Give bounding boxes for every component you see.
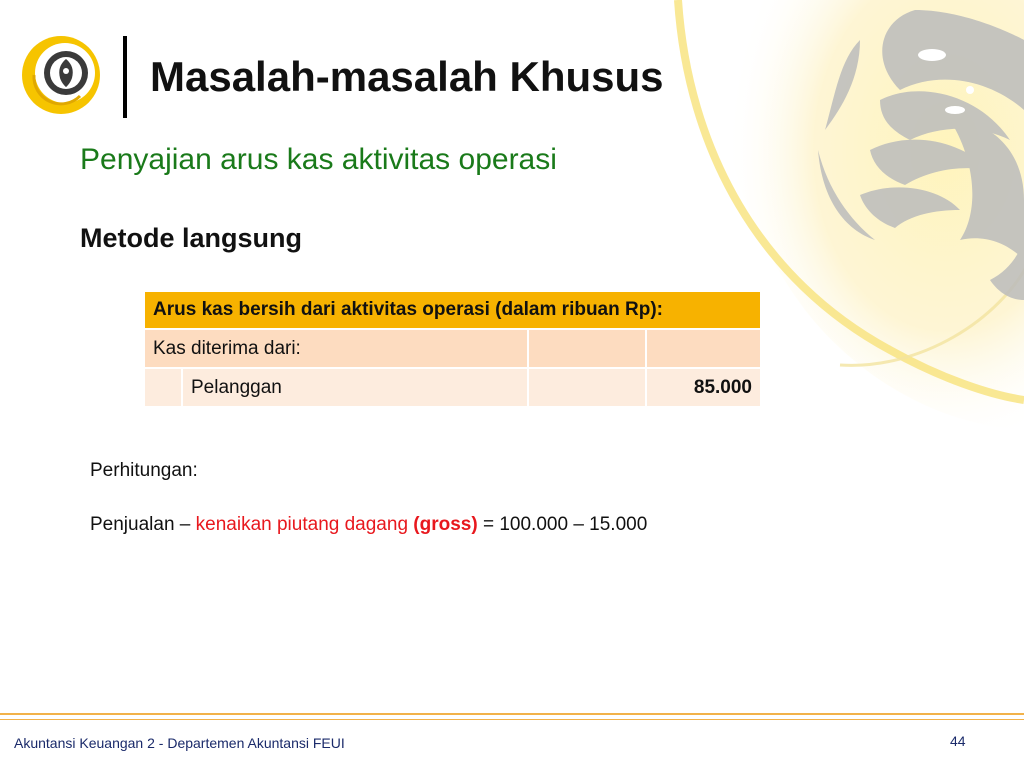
- table-header-cell: Arus kas bersih dari aktivitas operasi (dalam ribuan Rp):: [144, 291, 761, 329]
- formula-part-gross: (gross): [413, 514, 478, 535]
- table-header-row: [144, 291, 761, 329]
- method-heading: Metode langsung: [80, 223, 302, 253]
- table-cell-indent: [144, 368, 182, 407]
- footer-divider: [0, 719, 1024, 720]
- formula-part-result: = 100.000 – 15.000: [477, 514, 648, 535]
- page-number: 44: [950, 733, 966, 749]
- footer-divider: [0, 713, 1024, 715]
- slide-subtitle: Penyajian arus kas aktivitas operasi: [80, 143, 557, 176]
- cash-flow-table: [143, 290, 762, 408]
- calculation-label: Perhitungan:: [90, 460, 198, 481]
- table-cell-label: Kas diterima dari:: [144, 329, 528, 368]
- title-divider: [123, 36, 127, 118]
- table-cell-empty: [646, 329, 761, 368]
- page-title: Masalah-masalah Khusus: [150, 53, 664, 100]
- table-cell-empty: [528, 368, 646, 407]
- table-row: [144, 329, 761, 368]
- table-cell-empty: [528, 329, 646, 368]
- table-row: [144, 368, 761, 407]
- university-seal-icon: [20, 34, 102, 116]
- table-cell-label: Pelanggan: [182, 368, 528, 407]
- footer-text: Akuntansi Keuangan 2 - Departemen Akuntansi FEUI: [14, 735, 345, 751]
- formula-part-receivable: kenaikan piutang dagang: [195, 514, 414, 535]
- calculation-formula: [90, 514, 647, 536]
- table-cell-amount: 85.000: [646, 368, 761, 407]
- formula-part-sales: Penjualan –: [90, 514, 196, 535]
